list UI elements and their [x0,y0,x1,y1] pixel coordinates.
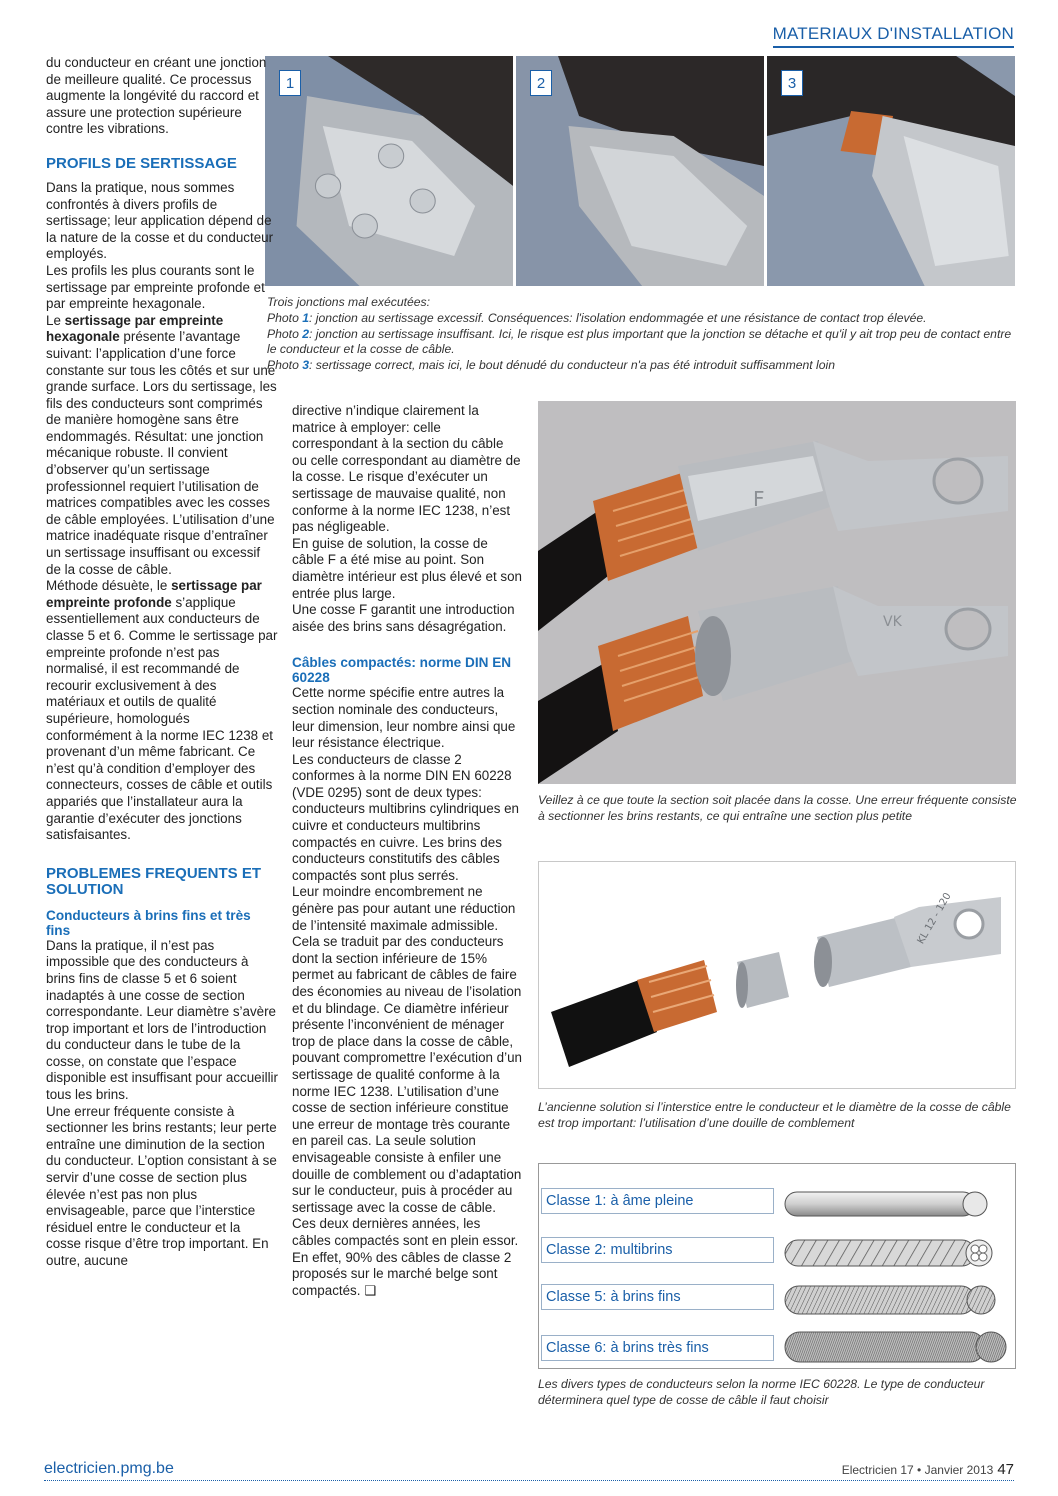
bold-term: sertissage par empreinte hexagonale [46,312,224,345]
text-run: présente l’avantage suivant: l’application d’une force constante sur tous les côtés et sur une grande surface. Lors du sertissage, les fils des conducteurs sont comprimés de manière homogène sans être endommagés. Résultat: une jonction mécanique robuste. Il convient d’observer qu’un sertissage professionnel requiert l’utilisation de matrices compatibles avec les cosses de câble employées. L’utilisation d’une matrice inadéquate risque d’entraîner un sertissage insuffisant ou excessif de la cosse de câble. [46,329,277,577]
paragraph: Cette norme spécifie entre autres la section nominale des conducteurs, leur dimension, leur nombre ainsi que leur résistance électrique. [292,685,516,751]
paragraph: du conducteur en créant une jonction de meilleure qualité. Ce processus augmente la longévité du raccord et assure une protection supérieure contre les vibrations. [46,55,267,137]
photo-strip [265,56,1015,286]
filler-sleeve-photo [538,861,1016,1089]
paragraph: Les profils les plus courants sont le sertissage par empreinte profonde et par empreinte hexagonale. [46,262,265,312]
lug-marking: KL 12 - 120 [915,891,954,947]
paragraph [292,1216,522,1299]
caption-photo-number: 3 [302,358,310,373]
caption-photo-number: 2 [302,326,310,341]
photo-2 [516,56,764,286]
end-mark-icon: ❑ [364,1282,377,1298]
crimped-lug-short-strip-image [767,56,1015,286]
text-run: Méthode désuète, le [46,578,172,594]
crimped-lug-excessive-image [265,56,513,286]
caption-photo-text: : sertissage correct, mais ici, le bout dénudé du conducteur n'a pas été introduit suffisamment loin [309,358,836,373]
paragraph: Les conducteurs de classe 2 conformes à la norme DIN EN 60228 (VDE 0295) sont de deux types: conducteurs multibrins cylindriques en cuivre et conducteurs multibrins compactés en cuivre. Les brins des conducteurs constitutifs des câbles compactés sont plus serrés. [292,751,520,883]
text-run: s’applique essentiellement aux conducteurs de classe 5 et 6. Comme le sertissage par empreinte profonde n’est pas normalisé, il est recommandé de recourir exclusivement à des matériaux et outils de qualité supérieure, homologués conformément à la norme IEC 1238 et provenant d’un même fabricant. Ce n’est qu’à condition d’employer des connecteurs, cosses de câble et outils appariés que l’installateur aura la garantie d’exécuter des jonctions satisfaisantes. [46,594,278,843]
crimped-lug-insufficient-image [516,56,764,286]
class-1-label: Classe 1: à âme pleine [541,1188,774,1214]
caption-photo-text: : jonction au sertissage insuffisant. Ici, le risque est plus important que la jonction se détache et qu'il y ait trop peu de contact entre le conducteur et la cosse de câble. [267,326,1012,357]
issue-text: Electricien 17 • Janvier 2013 [841,1463,994,1477]
caption-photo-number: 1 [302,310,310,325]
class-5-label: Classe 5: à brins fins [541,1284,774,1310]
conductor-types-caption: Les divers types de conducteurs selon la norme IEC 60228. Le type de conducteur déterminera quel type de cosse de câble il faut choisir [538,1377,985,1407]
text-run: Ces deux dernières années, les câbles compactés sont en plein essor. En effet, 90% des câbles de classe 2 proposés sur le marché belge sont compactés. [292,1216,519,1298]
page-number: 47 [997,1461,1014,1478]
photo-3 [767,56,1015,286]
caption-intro: Trois jonctions mal exécutées: [267,295,431,309]
text-column-1 [46,55,278,1270]
filler-sleeve-caption: L’ancienne solution si l’interstice entre le conducteur et le diamètre de la cosse de câble est trop important: l’utilisation d’une douille de comblement [538,1100,1011,1130]
cable-lugs-image [538,401,1016,784]
photo-number: 3 [781,70,803,96]
solid-conductor-icon [785,1192,975,1216]
paragraph: directive n’indique clairement la matrice à employer: celle correspondant à la section du câble ou celle correspondant au diamètre de la cosse. Le risque d’exécuter un sertissage de mauvaise qualité, non conforme à la norme IEC 1238, n’est pas négligeable. [292,403,521,535]
heading-profils: PROFILS DE SERTISSAGE [46,154,237,172]
stranded-conductor-icon [785,1240,975,1266]
footer-url-link[interactable]: electricien.pmg.be [44,1460,174,1477]
photo-strip-caption [267,295,1012,374]
caption-photo-word: Photo [267,358,299,373]
subheading-cables-compactes: Câbles compactés: norme DIN EN 60228 [292,655,512,686]
paragraph: En guise de solution, la cosse de câble F a été mise au point. Son diamètre intérieur est plus élevé et son entrée plus large. [292,535,522,601]
heading-problemes: PROBLEMES FREQUENTS ET SOLUTION [46,864,262,898]
paragraph: Une erreur fréquente consiste à sectionner les brins restants; leur perte entraîne une diminution de la section du conducteur. L’option consistant à se servir d’une cosse de section plus élevée n’est pas non plus envisageable, parce que l’interstice résiduel entre le conducteur et la cosse risque d’être trop important. En outre, aucune [46,1103,277,1268]
caption-photo-word: Photo [267,326,299,341]
superfine-conductor-icon [785,1332,985,1362]
paragraph: Dans la pratique, il n’est pas impossible que des conducteurs à brins fins de classe 5 et 6 soient inadaptés à une cosse de section correspondante. Leur diamètre s’avère trop important et lors de l’introduction du conducteur dans le tube de la cosse, on constate que l’espace disponible est insuffisant pour accueillir tous les brins. [46,937,278,1103]
lug-marking: VK [883,614,902,630]
class-2-label: Classe 2: multibrins [541,1237,774,1263]
paragraph [46,313,278,579]
fine-conductor-icon [785,1286,975,1314]
caption-photo-word: Photo [267,310,299,325]
cable-lugs-photo [538,401,1016,784]
text-run: Le [46,312,65,328]
bold-term: sertissage par empreinte profonde [46,578,262,610]
photo-number: 2 [530,70,552,96]
paragraph: Une cosse F garantit une introduction aisée des brins sans désagrégation. [292,602,515,634]
photo-1 [265,56,513,286]
class-6-label: Classe 6: à brins très fins [541,1335,774,1361]
paragraph [46,578,278,844]
cable-lugs-caption: Veillez à ce que toute la section soit placée dans la cosse. Une erreur fréquente consiste à sectionner les brins restants, ce qui entraîne une section plus petite [538,793,1017,823]
lug-marking: F [753,487,765,511]
footer-divider [44,1480,1014,1481]
paragraph: Leur moindre encombrement ne génère pas pour autant une réduction de l’intensité maximale admissible. Cela se traduit par des conducteurs dont la section inférieure de 15% permet au fabricant de câbles de faire des économies au niveau de l’isolation et du blindage. Ce diamètre inférieur présente l’inconvénient de ménager trop de place dans la cosse de câble, pouvant compromettre l’exécution d’un sertissage de qualité conforme à la norme IEC 1238. L’utilisation d’une cosse de section inférieure constitue une erreur de montage très courante en pareil cas. La seule solution envisageable consiste à enfiler une douille de comblement ou d’adaptation sur le conducteur, puis à procéder au sertissage avec la cosse de câble. [292,884,523,1215]
text-column-2 [292,403,522,1299]
subheading-conducteurs: Conducteurs à brins fins et très fins [46,907,251,938]
footer-issue [842,1461,1014,1478]
filler-sleeve-image [539,862,1016,1089]
photo-number: 1 [279,70,301,96]
section-title: MATERIAUX D'INSTALLATION [773,24,1014,48]
conductor-types-figure [538,1163,1016,1369]
paragraph: Dans la pratique, nous sommes confrontés à divers profils de sertissage; leur application dépend de la nature de la cosse et du conducteur employés. [46,179,274,262]
conductor-types-drawing [779,1164,1015,1368]
caption-photo-text: : jonction au sertissage excessif. Conséquences: l'isolation endommagée et une résistance de contact trop élevée. [309,310,927,325]
